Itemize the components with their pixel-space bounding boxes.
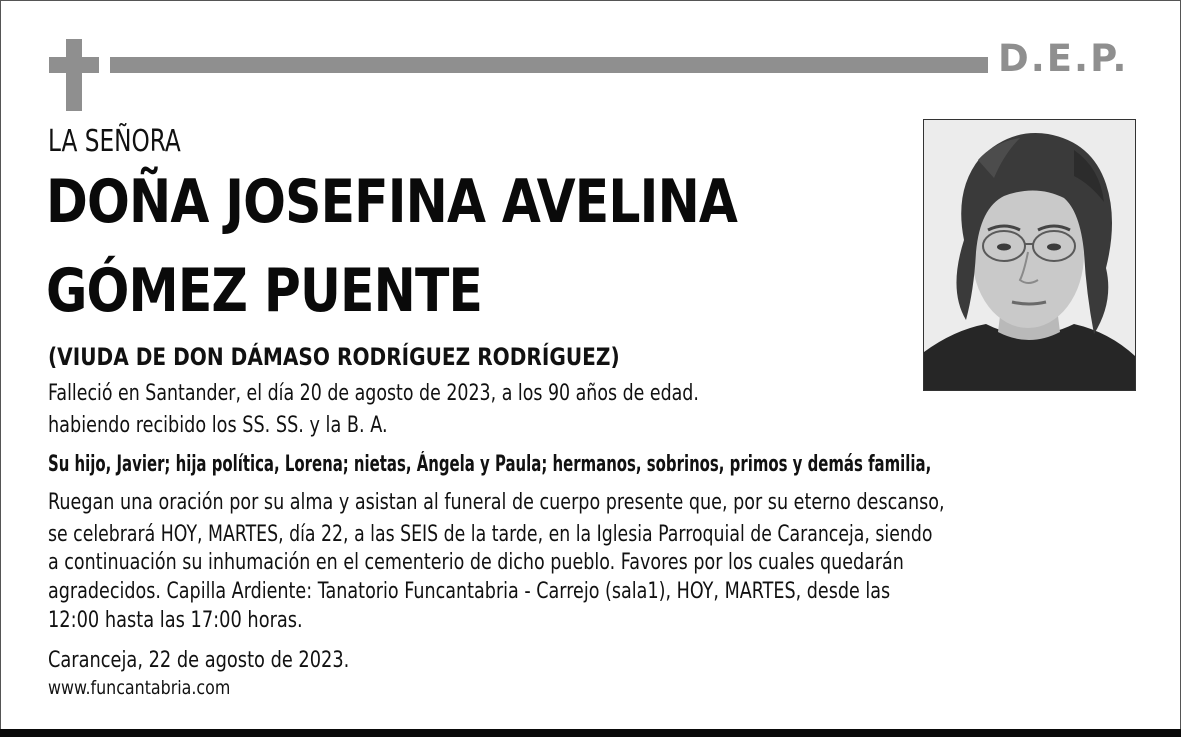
place-date: Caranceja, 22 de agosto de 2023. xyxy=(48,648,350,673)
request-line5: 12:00 hasta las 17:00 horas. xyxy=(48,608,303,633)
request-line1: Ruegan una oración por su alma y asistan al funeral de cuerpo presente que, por su eterno descanso, xyxy=(48,490,945,515)
request-line3: a continuación su inhumación en el cementerio de dicho pueblo. Favores por los cuales quedarán xyxy=(48,550,904,575)
dep-label: D.E.P. xyxy=(998,37,1129,80)
deceased-photo xyxy=(923,119,1136,391)
deceased-name-line2: GÓMEZ PUENTE xyxy=(46,256,483,326)
cross-icon xyxy=(49,39,99,111)
death-details-line1: Falleció en Santander, el día 20 de agosto de 2023, a los 90 años de edad. xyxy=(48,381,699,406)
bottom-divider xyxy=(0,729,1181,737)
header-divider xyxy=(110,57,988,73)
death-details-line2: habiendo recibido los SS. SS. y la B. A. xyxy=(48,413,388,438)
honorific: LA SEÑORA xyxy=(48,124,181,159)
deceased-name-line1: DOÑA JOSEFINA AVELINA xyxy=(46,167,738,237)
request-line2: se celebrará HOY, MARTES, día 22, a las SEIS de la tarde, en la Iglesia Parroquial de Caranceja, siendo xyxy=(48,522,933,547)
family-list: Su hijo, Javier; hija política, Lorena; nietas, Ángela y Paula; hermanos, sobrinos, primos y demás familia, xyxy=(48,452,932,477)
widow-of: (VIUDA DE DON DÁMASO RODRÍGUEZ RODRÍGUEZ) xyxy=(48,343,620,371)
funeral-home-website: www.funcantabria.com xyxy=(48,677,231,699)
portrait-photo-icon xyxy=(924,120,1135,390)
request-line4: agradecidos. Capilla Ardiente: Tanatorio Funcantabria - Carrejo (sala1), HOY, MARTES, desde las xyxy=(48,579,891,604)
